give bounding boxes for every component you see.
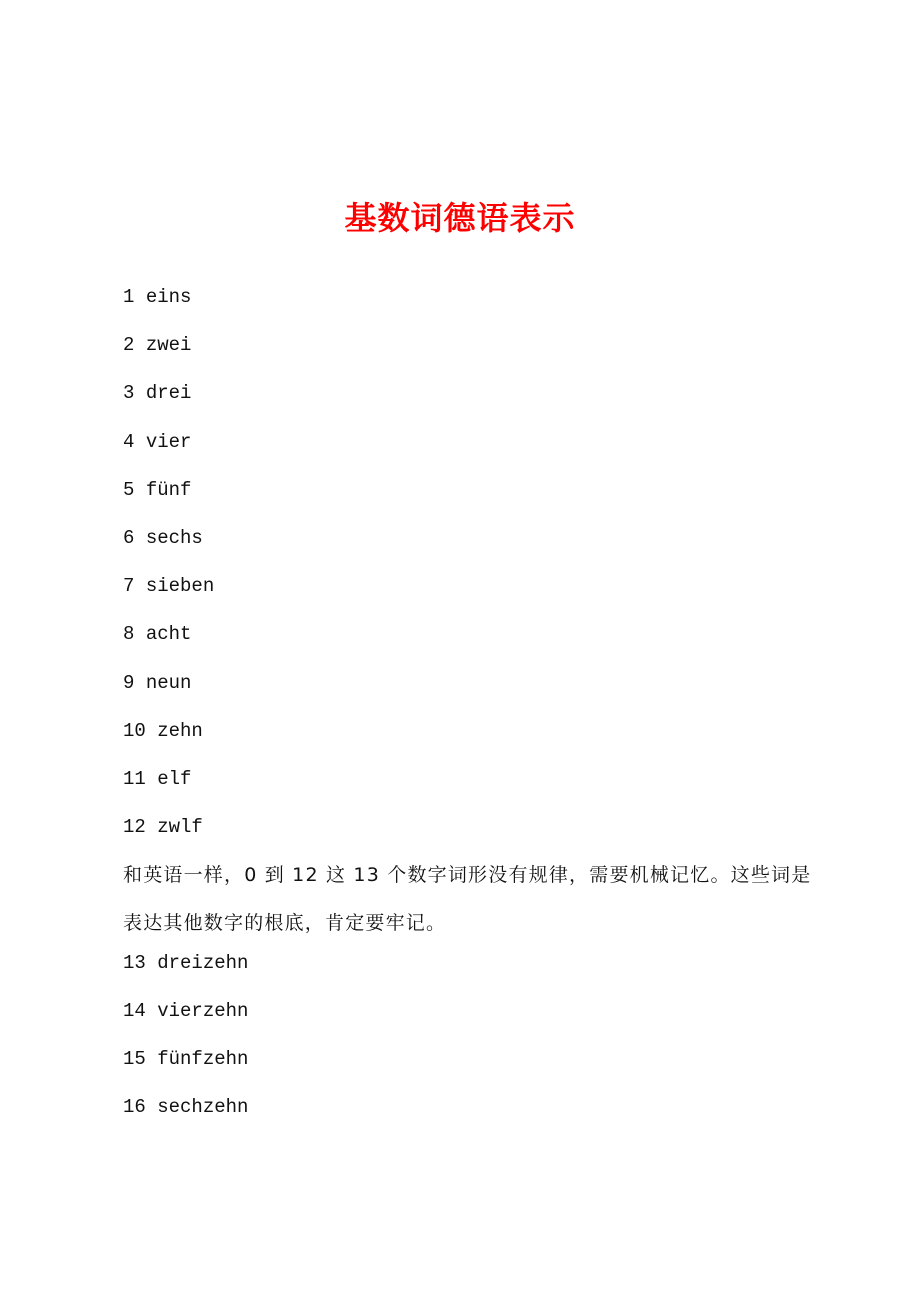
- number-value: 14: [123, 999, 146, 1022]
- german-word: elf: [157, 767, 192, 790]
- number-value: 8: [123, 623, 135, 646]
- german-word: zwlf: [157, 816, 203, 839]
- number-entry: [123, 523, 813, 571]
- german-word: acht: [145, 623, 192, 646]
- number-entry: [123, 378, 813, 426]
- german-word: drei: [145, 382, 192, 405]
- number-entry: [123, 948, 813, 996]
- document-body: [123, 282, 813, 1140]
- number-value: 9: [123, 671, 135, 694]
- german-word: sechzehn: [157, 1096, 249, 1119]
- german-word: fünfzehn: [157, 1048, 249, 1071]
- number-entry: [123, 475, 813, 523]
- explanation-block: [123, 851, 813, 947]
- german-word: zehn: [157, 719, 203, 742]
- number-value: 13: [123, 951, 146, 974]
- number-entry: [123, 716, 813, 764]
- german-word: fünf: [145, 478, 192, 501]
- german-word: dreizehn: [157, 951, 249, 974]
- german-word: vier: [145, 430, 192, 453]
- number-entry: [123, 427, 813, 475]
- number-entry: [123, 668, 813, 716]
- number-entry: [123, 282, 813, 330]
- number-value: 7: [123, 575, 135, 598]
- number-value: 1: [123, 286, 135, 308]
- number-value: 4: [123, 430, 135, 453]
- german-word: neun: [145, 671, 192, 694]
- number-value: 6: [123, 526, 135, 549]
- number-entry: [123, 764, 813, 812]
- explanation-paragraph: 和英语一样，0 到 12 这 13 个数字词形没有规律，需要机械记忆。这些词是表达其他数字的根底，肯定要牢记。: [123, 864, 812, 935]
- german-word: sechs: [145, 526, 203, 549]
- number-value: 10: [123, 719, 146, 742]
- number-entry: [123, 571, 813, 619]
- german-word: vierzehn: [157, 999, 249, 1022]
- number-value: 12: [123, 816, 146, 839]
- german-word: sieben: [145, 575, 215, 598]
- number-value: 5: [123, 478, 135, 501]
- number-value: 2: [123, 334, 135, 357]
- number-entry: [123, 1092, 813, 1140]
- german-word: eins: [145, 286, 192, 308]
- number-value: 11: [123, 767, 146, 790]
- number-entry: [123, 330, 813, 378]
- number-entry: [123, 996, 813, 1044]
- number-value: 3: [123, 382, 135, 405]
- number-value: 15: [123, 1048, 146, 1071]
- document-title: 基数词德语表示: [344, 199, 576, 237]
- number-entry: [123, 1044, 813, 1092]
- number-value: 16: [123, 1096, 146, 1119]
- german-word: zwei: [145, 334, 192, 357]
- number-entry: [123, 619, 813, 667]
